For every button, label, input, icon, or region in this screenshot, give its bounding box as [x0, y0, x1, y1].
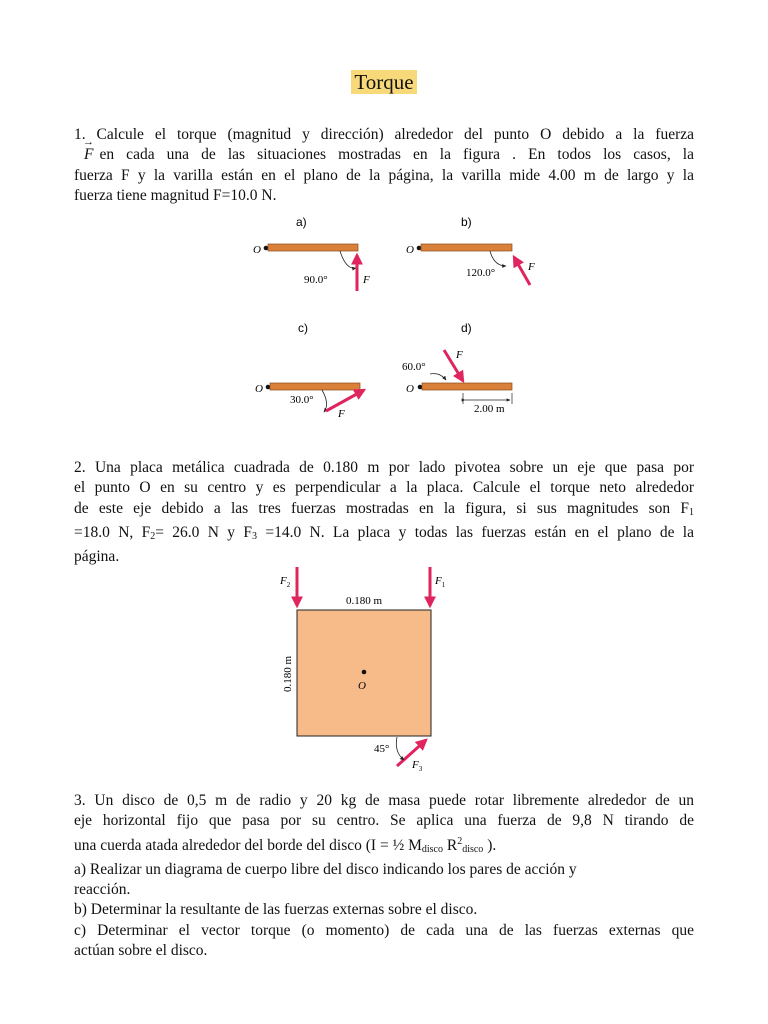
case-c-angle-arc [322, 390, 327, 412]
f3-subscript: 3 [418, 765, 423, 773]
case-a-force-label: F [363, 274, 370, 286]
side-length-left: 0.180 m [282, 655, 294, 692]
case-a-point-o: O [253, 244, 261, 256]
case-c-force-label: F [338, 408, 345, 420]
p1-line-4: fuerza tiene magnitud F=10.0 N. [74, 186, 277, 204]
p2-line-4-c: =14.0 N. La placa y todas las fuerzas están en el plano de la [257, 523, 694, 541]
side-length-top: 0.180 m [346, 595, 383, 607]
problem-3 [74, 791, 694, 961]
case-c-pivot [266, 385, 271, 390]
f2-symbol: F [280, 575, 287, 587]
p3-line-5: reacción. [74, 881, 131, 899]
p3-line-7: c) Determinar el vector torque (o momento) de cada una de las fuerzas externas que [74, 921, 694, 939]
case-d-rod [422, 383, 512, 390]
title-text: Torque [351, 70, 416, 94]
f3-angle: 45° [374, 743, 390, 755]
case-c-point-o: O [255, 383, 263, 395]
p3-line-2: eje horizontal fijo que pasa por su centro. Se aplica una fuerza de 9,8 N tirando de [74, 812, 694, 830]
case-a [253, 215, 370, 291]
p3-radius-superscript: 2 [457, 835, 463, 847]
p1-line-2-text: en cada una de las situaciones mostradas en la figura . En todos los casos, la [99, 146, 694, 164]
plate-center-point [362, 670, 367, 675]
case-d-angle-arc [430, 374, 446, 380]
case-b-force-label: F [528, 261, 535, 273]
case-a-angle-arc [340, 251, 356, 268]
p3-line-3-b: R [442, 836, 458, 854]
case-a-angle: 90.0° [304, 274, 328, 286]
case-b [406, 215, 535, 285]
f2-subscript: 2 [286, 581, 291, 589]
p3-line-6: b) Determinar la resultante de las fuerzas externas sobre el disco. [74, 901, 478, 919]
p2-f1-subscript: 1 [689, 506, 694, 518]
p2-f3-subscript: 3 [252, 530, 257, 542]
p3-radius-subscript: disco [462, 843, 484, 855]
case-b-point-o: O [406, 244, 414, 256]
case-b-label: b) [461, 215, 472, 229]
p3-line-1: 3. Un disco de 0,5 m de radio y 20 kg de masa puede rotar libremente alrededor de un [74, 792, 694, 809]
f3-angle-arc [396, 737, 404, 760]
f1-symbol: F [435, 575, 442, 587]
p3-line-3-a: una cuerda atada alrededor del borde del disco (I = ½ M [74, 836, 422, 854]
p3-mass-subscript: disco [421, 843, 443, 855]
p2-f2-subscript: 2 [150, 530, 156, 542]
figure-1 [253, 215, 535, 420]
case-c-angle: 30.0° [290, 394, 314, 406]
p2-line-5: página. [74, 548, 120, 566]
p2-line-4 [74, 523, 694, 547]
case-a-pivot [264, 246, 269, 251]
p1-line-3: fuerza F y la varilla están en el plano de la página, la varilla mide 4.00 m de largo y la [74, 166, 694, 184]
case-b-rod [421, 244, 512, 251]
problem-2 [74, 458, 694, 567]
force-vector-symbol: → F [84, 145, 93, 165]
p3-line-3 [74, 832, 694, 860]
case-d-force-label: F [456, 349, 463, 361]
p2-line-4-b: = 26.0 N y F [155, 523, 252, 541]
f1-subscript: 1 [441, 581, 446, 589]
case-d [402, 321, 512, 415]
case-b-angle: 120.0° [466, 267, 496, 279]
p2-line-3 [74, 499, 694, 523]
case-b-pivot [417, 246, 422, 251]
case-d-distance: 2.00 m [474, 403, 505, 415]
force-f1-label [434, 575, 446, 589]
force-f3-label [411, 759, 423, 773]
p3-line-4: a) Realizar un diagrama de cuerpo libre del disco indicando los pares de acción y [74, 860, 577, 878]
case-c-rod [270, 383, 360, 390]
p2-line-3-text: de este eje debido a las tres fuerzas mostradas en la figura, si sus magnitudes son F [74, 499, 689, 517]
f3-symbol: F [412, 759, 419, 771]
case-b-angle-arc [490, 251, 506, 266]
p1-line-1: 1. Calcule el torque (magnitud y dirección) alrededor del punto O debido a la fuerza [74, 126, 694, 143]
p3-line-8: actúan sobre el disco. [74, 942, 208, 960]
case-d-point-o: O [406, 383, 414, 395]
case-c-label: c) [298, 321, 308, 335]
p2-line-4-a: =18.0 N, F [74, 523, 151, 541]
case-d-pivot [418, 385, 423, 390]
case-a-label: a) [296, 215, 307, 229]
p2-line-1: 2. Una placa metálica cuadrada de 0.180 m por lado pivotea sobre un eje que pasa por [74, 459, 694, 476]
figure-2 [279, 567, 446, 773]
p3-line-3-c: ). [483, 836, 497, 854]
case-a-rod [268, 244, 358, 251]
case-d-label: d) [461, 321, 472, 335]
force-f2-label [279, 575, 291, 589]
case-c-force-arrow [326, 390, 364, 411]
case-d-angle: 60.0° [402, 361, 426, 373]
case-c [255, 321, 364, 420]
plate-center-label: O [358, 680, 366, 692]
p2-line-2: el punto O en su centro y es perpendicular a la placa. Calcule el torque neto alrededor [74, 479, 694, 497]
